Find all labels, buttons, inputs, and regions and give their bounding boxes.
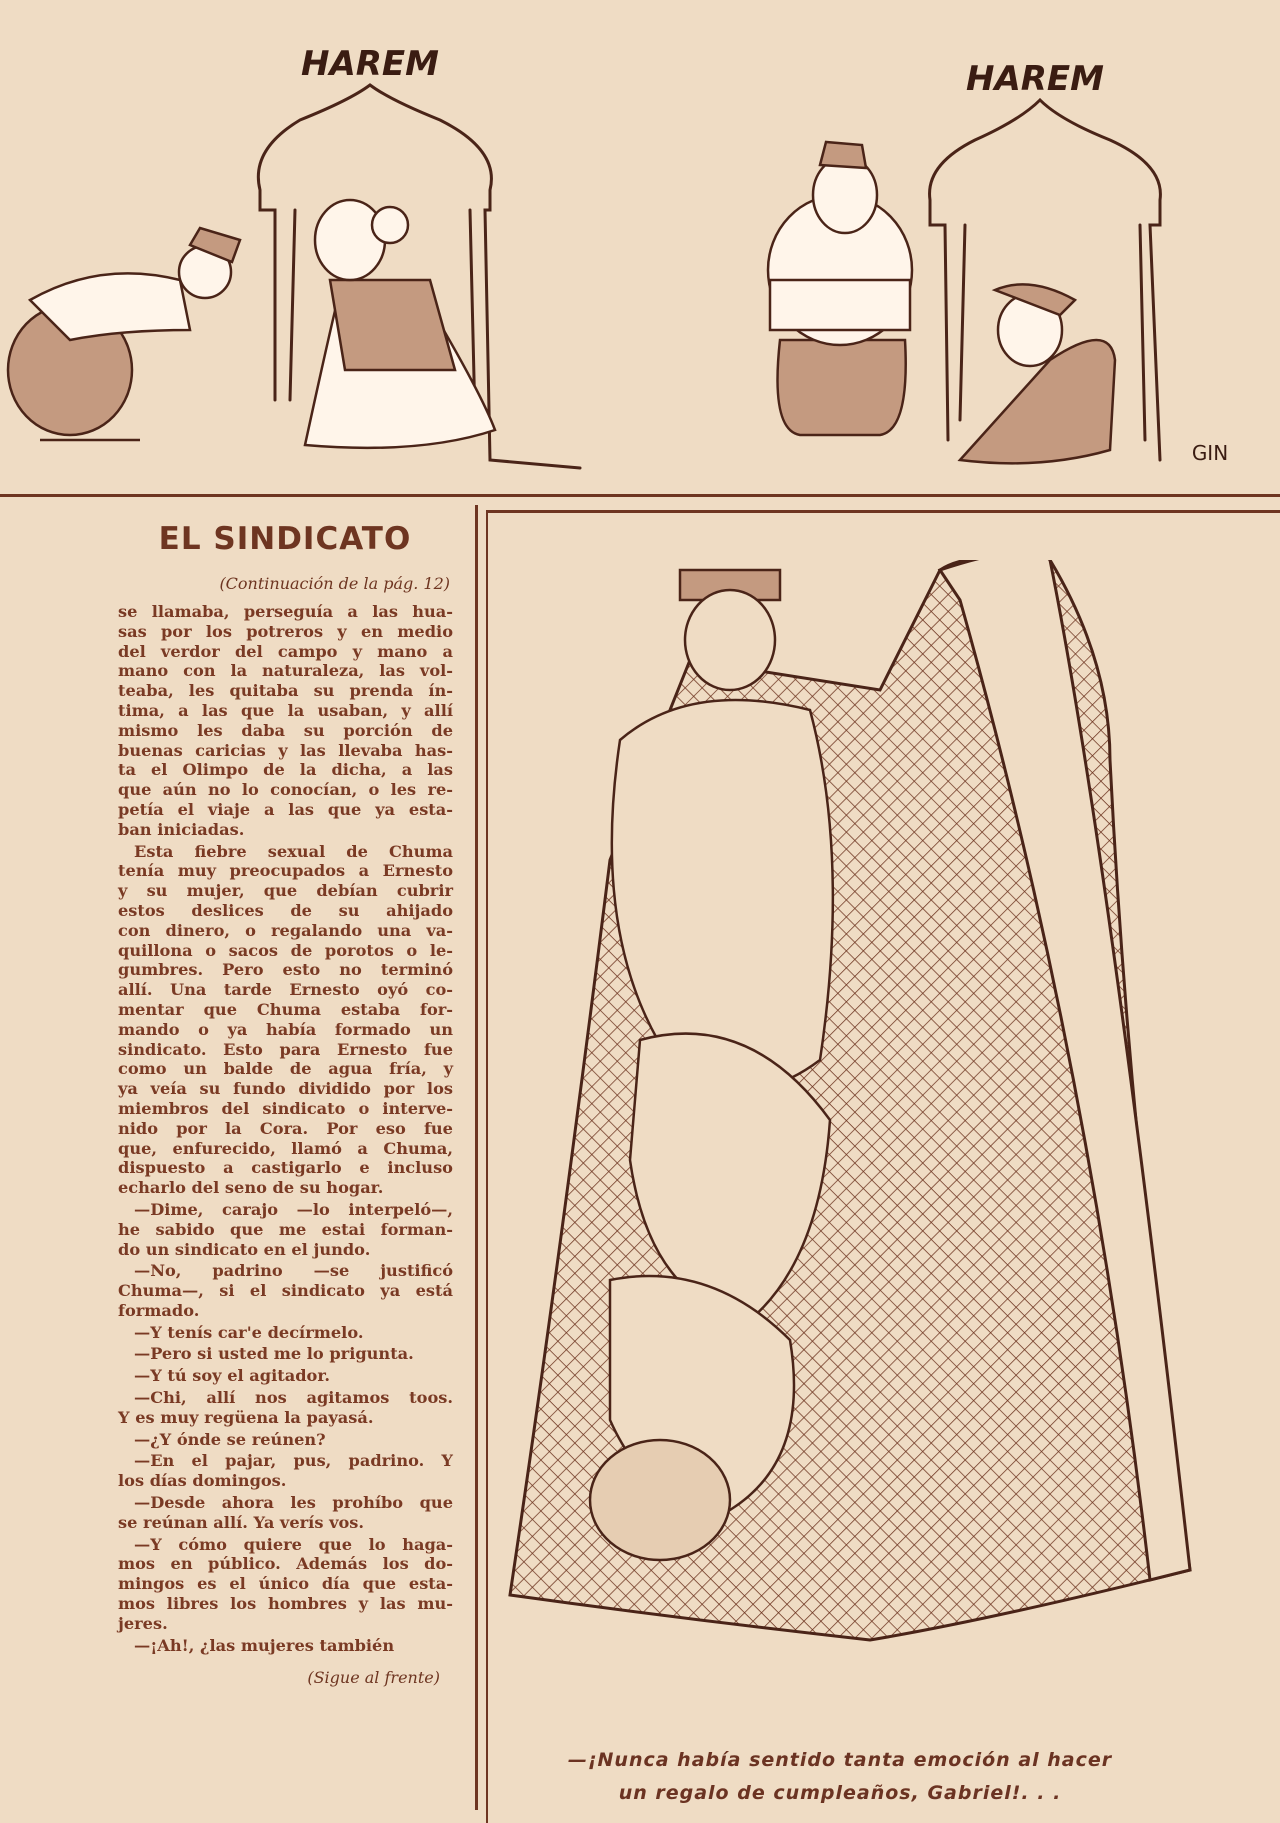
text-line: se reúnan allí. Ya verís vos.: [118, 1512, 365, 1532]
text-line: dispuesto a castigarlo e incluso: [118, 1158, 453, 1178]
text-line: Esta fiebre sexual de Chuma: [134, 841, 453, 861]
column-divider: [475, 505, 478, 1810]
text-line: —¿Y ónde se reúnen?: [134, 1429, 326, 1449]
woman-figure: [305, 200, 495, 448]
text-line: ta el Olimpo de la dicha, a las: [118, 760, 453, 780]
text-line: que aún no lo conocían, o les re-: [118, 780, 453, 800]
text-line: teaba, les quitaba su prenda ín-: [118, 681, 453, 701]
text-line: mano con la naturaleza, las vol-: [118, 661, 453, 681]
text-line: —Y cómo quiere que lo haga-: [134, 1534, 453, 1554]
text-line: del verdor del campo y mano a: [118, 641, 453, 661]
text-line: miembros del sindicato o interve-: [118, 1098, 453, 1118]
caption-line: —¡Nunca había sentido tanta emoción al hacer: [567, 1749, 1113, 1771]
article-body: [118, 602, 453, 1655]
continuation-note: (Continuación de la pág. 12): [219, 574, 450, 593]
text-line: —Pero si usted me lo prigunta.: [134, 1344, 414, 1364]
text-line: tenía muy preocupados a Ernesto: [118, 861, 453, 881]
text-line: mismo les daba su porción de: [118, 720, 453, 740]
text-line: con dinero, o regalando una va-: [118, 920, 453, 940]
text-line: que, enfurecido, llamó a Chuma,: [118, 1138, 453, 1158]
harem-cartoon: [0, 0, 1280, 495]
text-line: mos libres los hombres y las mu-: [118, 1594, 453, 1614]
text-line: sas por los potreros y en medio: [118, 621, 453, 641]
text-line: nido por la Cora. Por eso fue: [118, 1118, 453, 1138]
text-line: ya veía su fundo dividido por los: [118, 1079, 453, 1099]
fat-man-figure: [768, 142, 912, 435]
text-line: quillona o sacos de porotos o le-: [118, 940, 453, 960]
text-line: he sabido que me estai forman-: [118, 1219, 453, 1239]
text-line: —Chi, allí nos agitamos toos.: [134, 1388, 453, 1408]
text-line: —¡Ah!, ¿las mujeres también: [134, 1635, 395, 1655]
text-line: y su mujer, que debían cubrir: [118, 881, 453, 901]
text-line: estos deslices de su ahijado: [118, 900, 453, 920]
horizontal-divider: [0, 494, 1280, 497]
text-line: como un balde de agua fría, y: [118, 1059, 453, 1079]
caption-line: un regalo de cumpleaños, Gabriel!. . .: [618, 1782, 1062, 1804]
text-line: se llamaba, perseguía a las hua-: [118, 602, 453, 621]
text-line: ban iniciadas.: [118, 819, 245, 839]
text-line: buenas caricias y las llevaba has-: [118, 740, 453, 760]
illustration-caption: [520, 1744, 1160, 1810]
text-line: los días domingos.: [118, 1471, 287, 1491]
text-line: echarlo del seno de su hogar.: [118, 1178, 384, 1198]
bowing-man-figure: [8, 228, 240, 440]
text-line: sindicato. Esto para Ernesto fue: [118, 1039, 453, 1059]
text-line: —No, padrino —se justificó: [134, 1261, 453, 1281]
text-line: jeres.: [118, 1613, 168, 1633]
text-line: Y es muy regüena la payasá.: [118, 1407, 374, 1427]
text-line: gumbres. Pero esto no terminó: [118, 960, 453, 980]
text-line: mando o ya había formado un: [118, 1019, 453, 1039]
text-line: petía el viaje a las que ya esta-: [118, 799, 453, 819]
text-line: —Y tú soy el agitador.: [134, 1366, 331, 1386]
artist-signature: GIN: [1191, 441, 1229, 465]
article-title: EL SINDICATO: [158, 521, 412, 557]
text-line: allí. Una tarde Ernesto oyó co-: [118, 980, 453, 1000]
text-line: Chuma—, si el sindicato ya está: [118, 1281, 453, 1301]
crawling-man-figure: [960, 284, 1115, 463]
text-line: formado.: [118, 1300, 200, 1320]
continues-note: (Sigue al frente): [307, 1668, 440, 1687]
text-line: tima, a las que la usaban, y allí: [118, 700, 453, 720]
harem-sign-right: HAREM: [965, 59, 1105, 99]
text-line: do un sindicato en el jundo.: [118, 1239, 371, 1259]
text-line: —Y tenís car'e decírmelo.: [134, 1322, 364, 1342]
text-line: —Dime, carajo —lo interpeló—,: [134, 1199, 453, 1219]
text-line: mentar que Chuma estaba for-: [118, 999, 453, 1019]
text-line: mos en público. Además los do-: [118, 1554, 453, 1574]
rug-illustration: [490, 560, 1250, 1710]
text-line: mingos es el único día que esta-: [118, 1574, 453, 1594]
harem-sign-left: HAREM: [300, 44, 440, 84]
text-line: —En el pajar, pus, padrino. Y: [134, 1451, 453, 1471]
text-line: —Desde ahora les prohíbo que: [134, 1493, 453, 1513]
